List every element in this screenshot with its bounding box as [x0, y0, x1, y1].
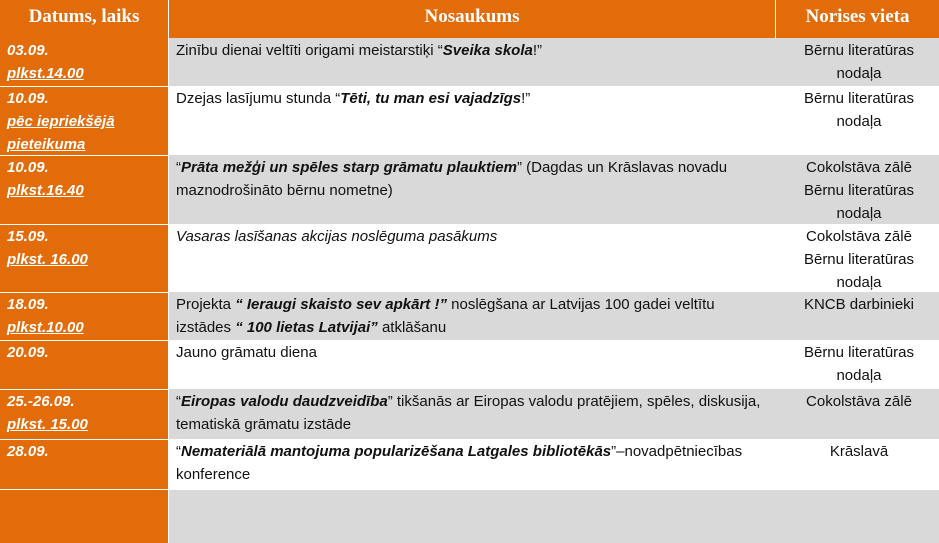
event-date-line: 20.09. [7, 344, 49, 361]
event-place [779, 390, 939, 413]
event-title [176, 341, 766, 364]
event-title [176, 225, 766, 248]
event-place-line: KNCB darbinieki [803, 296, 915, 313]
event-title [176, 390, 766, 436]
event-title-part: Prāta mežģi un spēles starp grāmatu plauktiem [181, 159, 517, 176]
event-place-line: Bērnu literatūras [803, 344, 915, 361]
row-divider [0, 489, 939, 490]
event-date-line: 03.09. [7, 42, 49, 59]
event-title-part: !” [521, 90, 531, 107]
event-date-line: 10.09. [7, 159, 49, 176]
header-place: Norises vieta [805, 6, 910, 27]
table-row [0, 38, 939, 86]
event-place-line: nodaļa [836, 205, 882, 222]
event-date [7, 87, 167, 156]
event-place [779, 87, 939, 133]
event-date [7, 341, 167, 364]
event-place [779, 440, 939, 463]
event-title-part: “ [176, 443, 181, 460]
event-title-part: Vasaras lasīšanas akcijas noslēguma pasākums [176, 228, 498, 245]
event-date-line: 25.-26.09. [7, 393, 75, 410]
event-title-part: ” (Dagdas un Krāslavas novadu maznodrošināto bērnu nometne) [176, 159, 728, 199]
event-place-line: Cokolstāva zālē [806, 159, 912, 176]
event-date [7, 39, 167, 85]
event-date-line: plkst.10.00 [7, 319, 84, 336]
event-place [779, 156, 939, 225]
event-place-line: Krāslavā [829, 443, 889, 460]
event-title-part: Dzejas lasījumu stunda “ [176, 90, 341, 107]
event-title-part: Tēti, tu man esi vajadzīgs [340, 90, 522, 107]
event-title-part: ”–novadpētniecības konference [176, 443, 743, 483]
header-date: Datums, laiks [28, 6, 140, 27]
event-date [7, 225, 167, 271]
event-date-line: plkst. 16.00 [7, 251, 88, 268]
event-place-line: Bērnu literatūras [803, 251, 915, 268]
event-place-line: nodaļa [836, 367, 882, 384]
event-title-part: noslēgšana ar Latvijas 100 gadei veltītu izstādes [176, 296, 715, 336]
event-date-line: 18.09. [7, 296, 49, 313]
table-header [0, 0, 939, 38]
event-date-line: plkst.14.00 [7, 65, 84, 82]
header-title: Nosaukums [424, 6, 520, 27]
table-row [0, 86, 939, 155]
event-title [176, 440, 766, 486]
table-empty-area [169, 489, 939, 543]
event-date [7, 293, 167, 339]
event-title-part: Projekta [176, 296, 236, 313]
event-title [176, 87, 766, 110]
event-place-line: nodaļa [836, 113, 882, 130]
event-date-line: plkst.16.40 [7, 182, 84, 199]
event-title-part: “ 100 lietas Latvijai” [235, 319, 378, 336]
event-place-line: Cokolstāva zālē [806, 228, 912, 245]
event-date-line: 28.09. [7, 443, 49, 460]
event-place-line: nodaļa [836, 65, 882, 82]
event-title-part: ” tikšanās ar Eiropas valodu pratējiem, spēles, diskusija, tematiskā grāmatu izstāde [176, 393, 761, 433]
event-title-part: Nemateriālā mantojuma popularizēšana Latgales bibliotēkās [181, 443, 612, 460]
event-date-line: plkst. 15.00 [7, 416, 88, 433]
event-date-line: 10.09. [7, 90, 49, 107]
event-date [7, 156, 167, 202]
event-title-part: atklāšanu [377, 319, 447, 336]
table-row [0, 155, 939, 224]
event-place-line: Bērnu literatūras [803, 90, 915, 107]
table-row [0, 439, 939, 489]
event-place-line: Cokolstāva zālē [806, 393, 912, 410]
event-place-line: Bērnu literatūras [803, 182, 915, 199]
event-date-line: pēc iepriekšējā [7, 113, 115, 130]
table-row [0, 224, 939, 292]
event-title-part: Sveika skola [442, 42, 533, 59]
event-date [7, 440, 167, 463]
table-row [0, 389, 939, 439]
event-title [176, 39, 766, 62]
event-date [7, 390, 167, 436]
event-date-line: 15.09. [7, 228, 49, 245]
event-title-part: Jauno grāmatu diena [176, 344, 317, 361]
event-title-part: “ Ieraugi skaisto sev apkārt !” [235, 296, 447, 313]
event-place-line: Bērnu literatūras [803, 42, 915, 59]
event-place [779, 293, 939, 316]
event-date-line: pieteikuma [7, 136, 86, 153]
event-title-part: !” [532, 42, 543, 59]
table-row [0, 292, 939, 340]
event-title-part: “ [176, 393, 181, 410]
event-place [779, 39, 939, 85]
event-title-part: Eiropas valodu daudzveidība [181, 393, 388, 410]
event-title-part: Zinību dienai veltīti origami meistarstiķi “ [176, 42, 443, 59]
event-place-line: nodaļa [836, 274, 882, 291]
event-place [779, 341, 939, 387]
event-title-part: “ [176, 159, 181, 176]
event-place [779, 225, 939, 294]
event-title [176, 293, 766, 339]
table-row [0, 340, 939, 389]
event-title [176, 156, 766, 202]
